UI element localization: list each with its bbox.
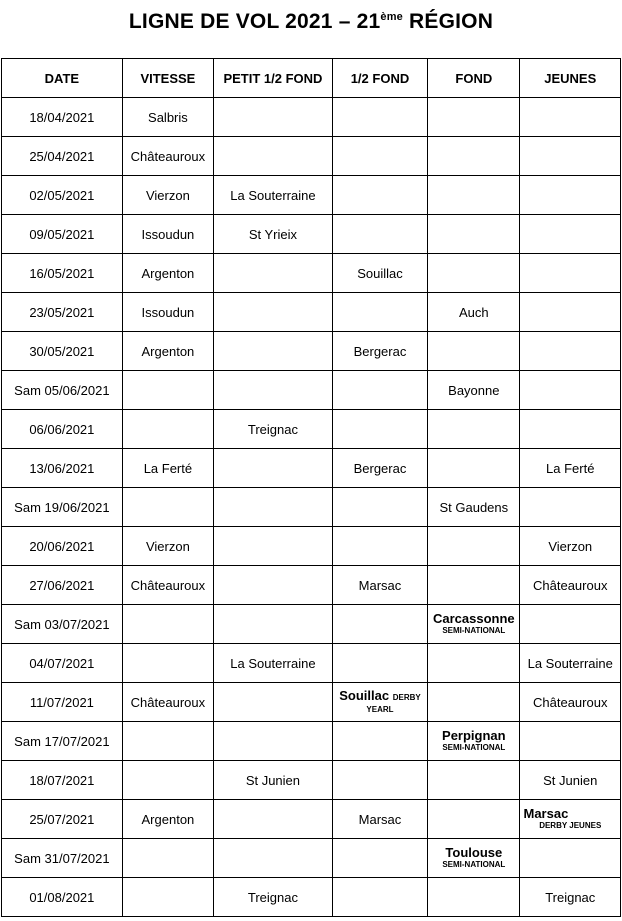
fond-note: SEMI-NATIONAL [442,860,506,869]
cell-date: 16/05/2021 [2,254,123,293]
cell-jeunes [520,254,621,293]
table-row [2,605,621,644]
jeunes-name: Marsac [523,806,569,821]
table-row [2,137,621,176]
cell-date: Sam 03/07/2021 [2,605,123,644]
table-row [2,488,621,527]
cell-jeunes [520,488,621,527]
cell-petit [214,722,333,761]
cell-date: 09/05/2021 [2,215,123,254]
cell-fond [428,137,520,176]
table-row [2,176,621,215]
table-row [2,410,621,449]
fond-name: Perpignan [442,728,506,743]
cell-demi: Bergerac [332,332,427,371]
table-row [2,254,621,293]
cell-fond [428,332,520,371]
cell-demi [332,371,427,410]
cell-date: Sam 19/06/2021 [2,488,123,527]
cell-demi [332,488,427,527]
cell-fond [428,98,520,137]
schedule-table [1,58,621,917]
cell-date: 27/06/2021 [2,566,123,605]
cell-jeunes: La Ferté [520,449,621,488]
table-row [2,878,621,917]
cell-vitesse: La Ferté [122,449,213,488]
cell-demi [332,98,427,137]
cell-jeunes [520,215,621,254]
cell-vitesse: Châteauroux [122,137,213,176]
cell-demi [332,137,427,176]
cell-fond [428,644,520,683]
table-row [2,449,621,488]
table-row [2,332,621,371]
cell-petit: La Souterraine [214,176,333,215]
cell-demi: Bergerac [332,449,427,488]
cell-vitesse [122,371,213,410]
header-fond: FOND [428,59,520,98]
cell-jeunes [520,137,621,176]
cell-date: 11/07/2021 [2,683,123,722]
cell-petit: La Souterraine [214,644,333,683]
cell-date: 20/06/2021 [2,527,123,566]
cell-jeunes [520,800,621,839]
cell-fond: Bayonne [428,371,520,410]
cell-date: Sam 05/06/2021 [2,371,123,410]
cell-jeunes: Châteauroux [520,566,621,605]
cell-fond [428,761,520,800]
cell-jeunes [520,176,621,215]
cell-petit: St Yrieix [214,215,333,254]
cell-jeunes: Châteauroux [520,683,621,722]
cell-petit [214,254,333,293]
cell-vitesse: Issoudun [122,215,213,254]
cell-petit [214,449,333,488]
table-row [2,644,621,683]
cell-fond [428,878,520,917]
cell-jeunes: Treignac [520,878,621,917]
cell-date: 18/07/2021 [2,761,123,800]
fond-name: Carcassonne [432,611,515,626]
cell-demi [332,215,427,254]
cell-vitesse: Châteauroux [122,683,213,722]
cell-petit [214,800,333,839]
cell-fond [428,800,520,839]
cell-jeunes: St Junien [520,761,621,800]
fond-note: SEMI-NATIONAL [442,626,506,635]
fond-note: SEMI-NATIONAL [442,743,506,752]
jeunes-note: DERBY JEUNES [539,821,602,830]
cell-jeunes [520,293,621,332]
header-demi-fond: 1/2 FOND [332,59,427,98]
table-row [2,215,621,254]
cell-vitesse: Issoudun [122,293,213,332]
cell-petit [214,605,333,644]
header-vitesse: VITESSE [122,59,213,98]
cell-date: 18/04/2021 [2,98,123,137]
cell-date: Sam 17/07/2021 [2,722,123,761]
cell-petit [214,371,333,410]
cell-petit: St Junien [214,761,333,800]
cell-vitesse [122,839,213,878]
cell-fond [428,176,520,215]
cell-vitesse [122,488,213,527]
header-row [2,59,621,98]
cell-fond [428,254,520,293]
table-row [2,371,621,410]
cell-demi: Marsac [332,566,427,605]
cell-demi [332,761,427,800]
cell-jeunes [520,722,621,761]
cell-jeunes [520,410,621,449]
cell-demi [332,683,427,722]
cell-jeunes: La Souterraine [520,644,621,683]
cell-date: 13/06/2021 [2,449,123,488]
header-date: DATE [2,59,123,98]
cell-fond [428,410,520,449]
cell-petit [214,137,333,176]
cell-demi [332,605,427,644]
table-row [2,800,621,839]
cell-date: 23/05/2021 [2,293,123,332]
cell-demi [332,176,427,215]
cell-demi [332,293,427,332]
cell-date: Sam 31/07/2021 [2,839,123,878]
cell-petit [214,98,333,137]
cell-vitesse: Vierzon [122,527,213,566]
table-row [2,761,621,800]
cell-demi [332,839,427,878]
cell-jeunes [520,371,621,410]
table-row [2,722,621,761]
table-row [2,566,621,605]
cell-petit [214,332,333,371]
cell-vitesse [122,410,213,449]
cell-vitesse [122,644,213,683]
cell-fond [428,449,520,488]
cell-vitesse: Argenton [122,332,213,371]
cell-vitesse: Châteauroux [122,566,213,605]
cell-date: 01/08/2021 [2,878,123,917]
cell-date: 25/07/2021 [2,800,123,839]
cell-vitesse [122,605,213,644]
cell-fond [428,215,520,254]
cell-fond [428,722,520,761]
cell-vitesse: Argenton [122,254,213,293]
cell-jeunes: Vierzon [520,527,621,566]
cell-demi [332,527,427,566]
cell-vitesse: Vierzon [122,176,213,215]
cell-vitesse [122,878,213,917]
cell-fond [428,566,520,605]
fond-name: Toulouse [445,845,503,860]
cell-date: 25/04/2021 [2,137,123,176]
cell-fond: Auch [428,293,520,332]
cell-date: 02/05/2021 [2,176,123,215]
cell-jeunes [520,98,621,137]
cell-petit: Treignac [214,878,333,917]
cell-jeunes [520,332,621,371]
cell-fond: St Gaudens [428,488,520,527]
cell-fond [428,605,520,644]
cell-demi: Marsac [332,800,427,839]
table-row [2,527,621,566]
cell-jeunes [520,839,621,878]
table-row [2,683,621,722]
table-row [2,293,621,332]
cell-vitesse [122,722,213,761]
cell-date: 06/06/2021 [2,410,123,449]
demi-name: Souillac [339,688,390,703]
demi-note-2: YEARL [366,705,394,714]
cell-petit [214,293,333,332]
cell-vitesse: Argenton [122,800,213,839]
cell-petit [214,488,333,527]
cell-jeunes [520,605,621,644]
cell-petit [214,527,333,566]
cell-fond [428,683,520,722]
cell-petit: Treignac [214,410,333,449]
cell-demi: Souillac [332,254,427,293]
cell-fond [428,527,520,566]
cell-date: 04/07/2021 [2,644,123,683]
cell-vitesse: Salbris [122,98,213,137]
header-jeunes: JEUNES [520,59,621,98]
cell-demi [332,644,427,683]
cell-petit [214,683,333,722]
cell-date: 30/05/2021 [2,332,123,371]
cell-petit [214,566,333,605]
table-row [2,98,621,137]
cell-petit [214,839,333,878]
header-petit-demi-fond: PETIT 1/2 FOND [214,59,333,98]
page-title: LIGNE DE VOL 2021 – 21ème RÉGION [128,10,494,33]
cell-demi [332,878,427,917]
demi-note: DERBY [392,693,421,702]
cell-vitesse [122,761,213,800]
cell-demi [332,722,427,761]
cell-fond [428,839,520,878]
cell-demi [332,410,427,449]
table-row [2,839,621,878]
